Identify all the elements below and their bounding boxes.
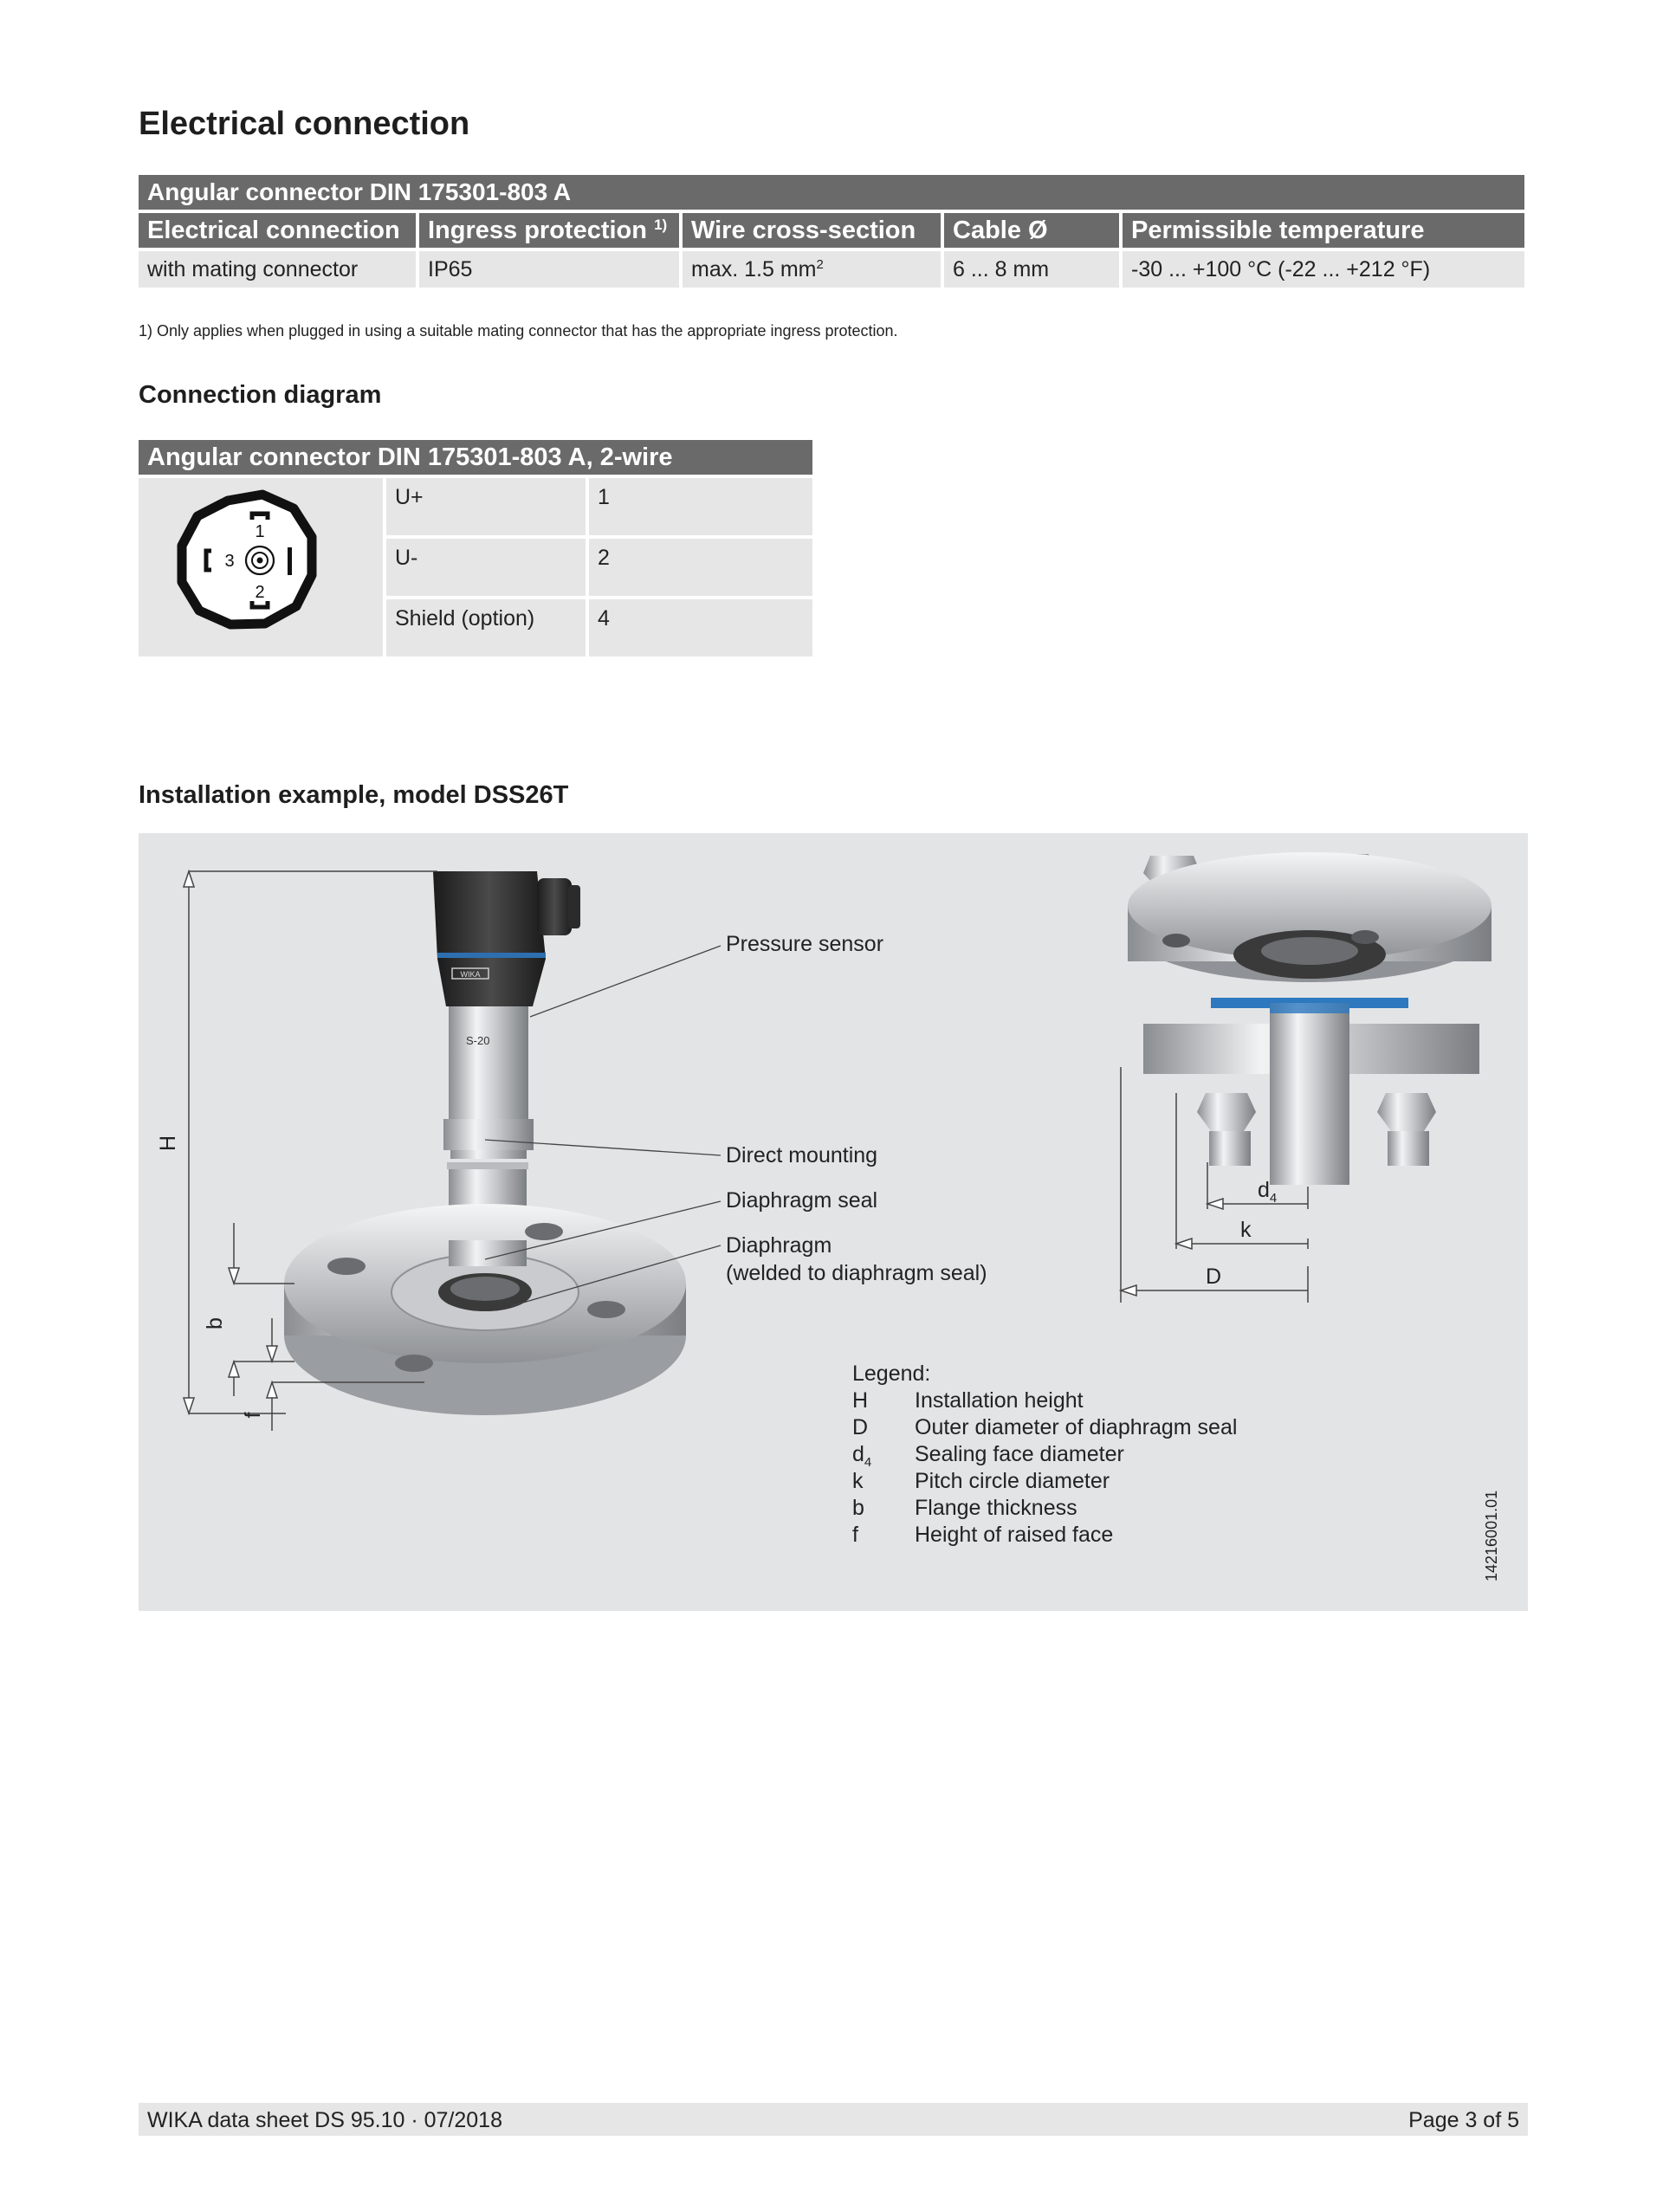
- cell-wire-cross-section: [683, 251, 941, 288]
- sensor-brand-mark: WIKA: [460, 970, 481, 979]
- spec-table-caption: Angular connector DIN 175301-803 A: [139, 175, 1524, 210]
- footnote: 1) Only applies when plugged in using a suitable mating connector that has the appropriate ingress protection.: [139, 322, 898, 340]
- pin-cell: 2: [589, 539, 812, 596]
- cell-wire-cross-section-text: max. 1.5 mm: [691, 256, 817, 281]
- cell-permissible-temperature: -30 ... +100 °C (-22 ... +212 °F): [1123, 251, 1524, 288]
- page-footer: [139, 2103, 1528, 2136]
- legend-item: [852, 1415, 1237, 1442]
- legend-text: Outer diameter of diaphragm seal: [915, 1415, 1238, 1439]
- header-electrical-connection-text: Electrical connection: [147, 216, 400, 244]
- cell-ingress-protection: IP65: [419, 251, 679, 288]
- header-wire-cross-section: Wire cross-section: [683, 213, 941, 248]
- pin-label-1: 1: [255, 521, 265, 541]
- table-row: [139, 251, 1524, 288]
- table-row: [139, 478, 812, 535]
- flange-mounted-view: [1128, 852, 1492, 1185]
- dim-label-b: b: [203, 1317, 227, 1329]
- legend-item: [852, 1496, 1237, 1523]
- header-cable: Cable Ø: [944, 213, 1119, 248]
- dim-label-d4: $d_4$: [1258, 1178, 1278, 1206]
- pin-cell: 4: [589, 599, 812, 656]
- legend-item: [852, 1442, 1237, 1469]
- connector-pin-diagram: [139, 478, 383, 656]
- header-ingress-protection: [419, 213, 679, 248]
- dim-label-k: k: [1240, 1218, 1252, 1242]
- footer-page-number: Page 3 of 5: [1408, 2108, 1519, 2132]
- legend-symbol: f: [852, 1523, 858, 1547]
- legend-symbol: H: [852, 1388, 869, 1413]
- signal-cell: Shield (option): [386, 599, 586, 656]
- signal-cell: U+: [386, 478, 586, 535]
- connection-table: [135, 437, 816, 660]
- footer-document-id: WIKA data sheet DS 95.10 · 07/2018: [147, 2108, 502, 2132]
- legend-symbol: b: [852, 1496, 864, 1520]
- pin-cell: 1: [589, 478, 812, 535]
- dim-label-H: H: [156, 1135, 180, 1152]
- section-title: Electrical connection: [139, 106, 470, 142]
- callout-diaphragm: Diaphragm: [726, 1233, 832, 1258]
- footnote-marker: 1): [654, 216, 668, 233]
- dim-label-D: D: [1206, 1264, 1222, 1289]
- legend-text: Flange thickness: [915, 1496, 1077, 1520]
- legend-symbol: D: [852, 1415, 869, 1439]
- spec-table: [135, 171, 1528, 291]
- callout-pressure-sensor: Pressure sensor: [726, 932, 884, 956]
- pin-label-2: 2: [255, 582, 265, 602]
- cell-electrical-connection: with mating connector: [139, 251, 416, 288]
- legend-text: Installation height: [915, 1388, 1084, 1413]
- header-ingress-protection-text: Ingress protection: [428, 216, 647, 244]
- connection-diagram-title: Connection diagram: [139, 381, 382, 409]
- legend-item: [852, 1388, 1237, 1415]
- flange-left: [284, 1204, 686, 1415]
- legend-title: Legend:: [852, 1361, 931, 1386]
- drawing-number: 14216001.01: [1483, 1490, 1500, 1581]
- legend-item: [852, 1523, 1237, 1549]
- legend: [852, 1361, 1237, 1549]
- legend-item: [852, 1469, 1237, 1496]
- connector-face-icon: [139, 485, 383, 646]
- callout-diaphragm-seal: Diaphragm seal: [726, 1188, 878, 1213]
- callout-diaphragm-note: (welded to diaphragm seal): [726, 1261, 987, 1285]
- header-electrical-connection: [139, 213, 416, 248]
- legend-text: Pitch circle diameter: [915, 1469, 1110, 1493]
- header-permissible-temperature: Permissible temperature: [1123, 213, 1524, 248]
- legend-symbol: $d_4$: [852, 1442, 872, 1470]
- legend-text: Sealing face diameter: [915, 1442, 1124, 1466]
- cell-cable: 6 ... 8 mm: [944, 251, 1119, 288]
- sensor-model-mark: S-20: [466, 1034, 490, 1047]
- installation-title: Installation example, model DSS26T: [139, 781, 569, 809]
- pin-label-3: 3: [224, 551, 235, 571]
- callout-direct-mounting: Direct mounting: [726, 1143, 878, 1167]
- installation-panel: [139, 833, 1528, 1611]
- connection-table-caption: Angular connector DIN 175301-803 A, 2-wire: [139, 440, 812, 475]
- sensor-connector: [433, 871, 580, 1006]
- legend-text: Height of raised face: [915, 1523, 1114, 1547]
- signal-cell: U-: [386, 539, 586, 596]
- cell-wire-cross-section-sup: 2: [816, 256, 824, 272]
- dim-label-f: f: [241, 1412, 265, 1419]
- legend-symbol: k: [852, 1469, 864, 1493]
